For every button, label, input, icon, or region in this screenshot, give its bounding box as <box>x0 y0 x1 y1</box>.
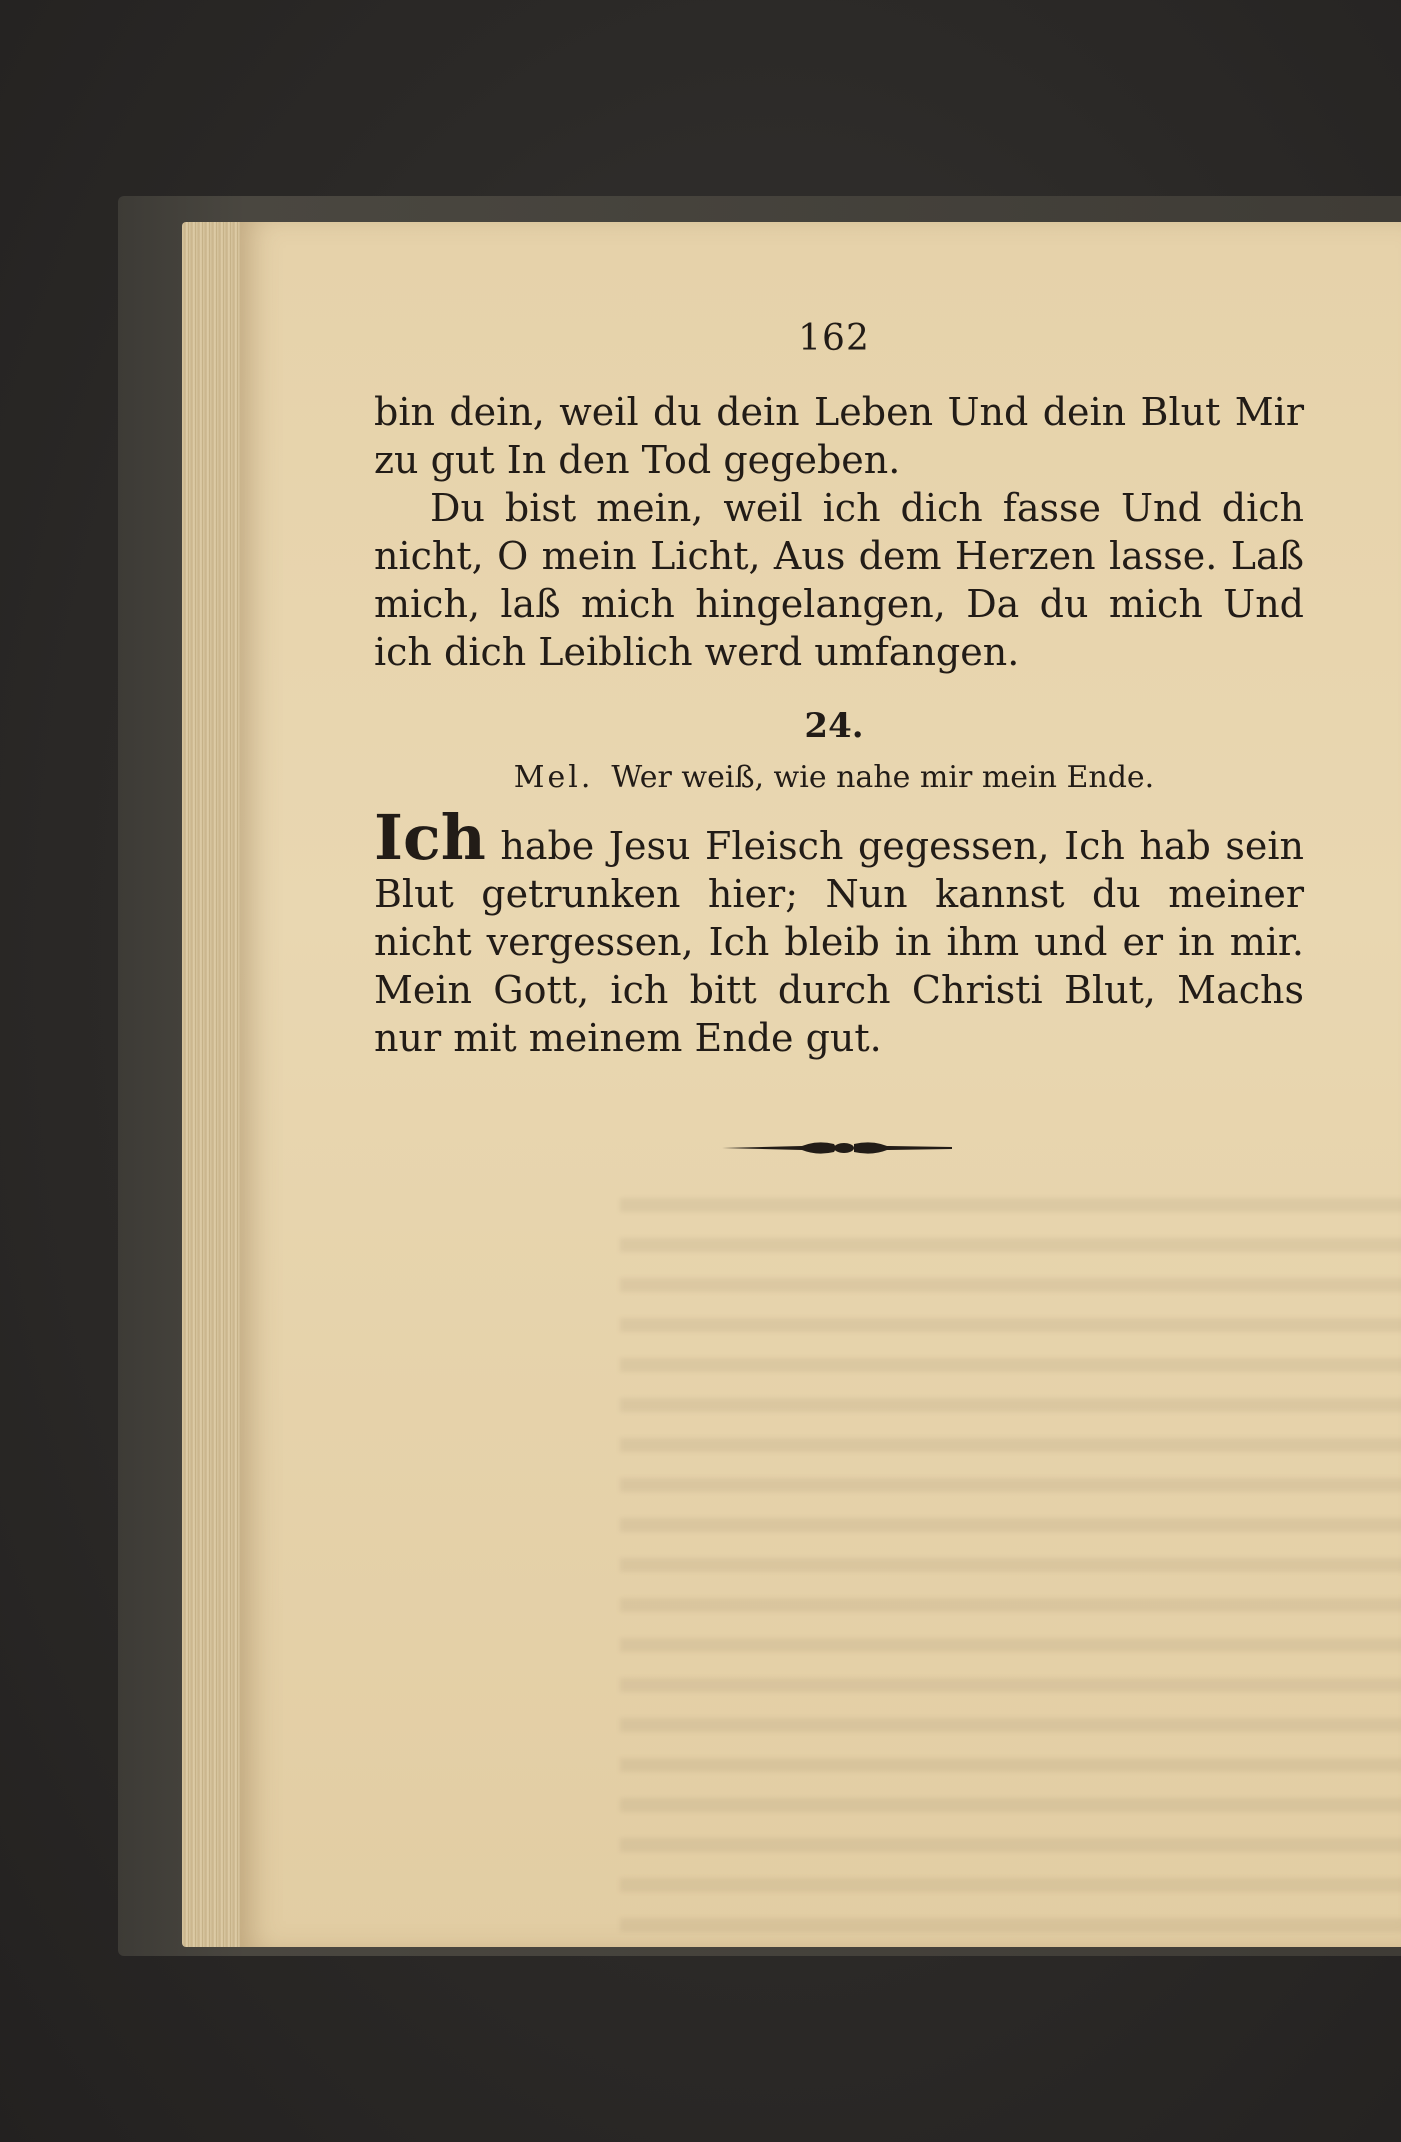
stanza: Du bist mein, weil ich dich fasse Und dich nicht, O mein Licht, Aus dem Herzen lasse. Laß mich, laß mich hingelangen, Da du mich Und ich dich Leiblich werd umfangen. <box>374 486 1304 674</box>
ornament-left <box>722 1142 836 1153</box>
hymn-body: habe Jesu Fleisch gegessen, Ich hab sein Blut getrunken hier; Nun kannst du meiner nicht vergessen, Ich bleib in ihm und er in mir. Mein Gott, ich bitt durch Christi Blut, Machs nur mit meinem Ende gut. <box>374 824 1304 1060</box>
page-number: 162 <box>798 318 870 359</box>
stanza-continuation: bin dein, weil du dein Leben Und dein Blut Mir zu gut In den Tod gegeben. <box>374 390 1304 482</box>
ornament-right <box>854 1142 952 1153</box>
melody-title: Wer weiß, wie nahe mir mein Ende. <box>611 760 1155 795</box>
ornament-center <box>834 1143 854 1153</box>
melody-prefix: Mel. <box>513 760 594 795</box>
hymn-number: 24. <box>804 706 864 746</box>
bleed-through-text <box>620 1172 1401 1932</box>
ornament-divider <box>722 1136 952 1160</box>
drop-initial: Ich <box>374 801 486 874</box>
hymn-text <box>374 801 1304 1062</box>
melody-line <box>374 760 1294 795</box>
